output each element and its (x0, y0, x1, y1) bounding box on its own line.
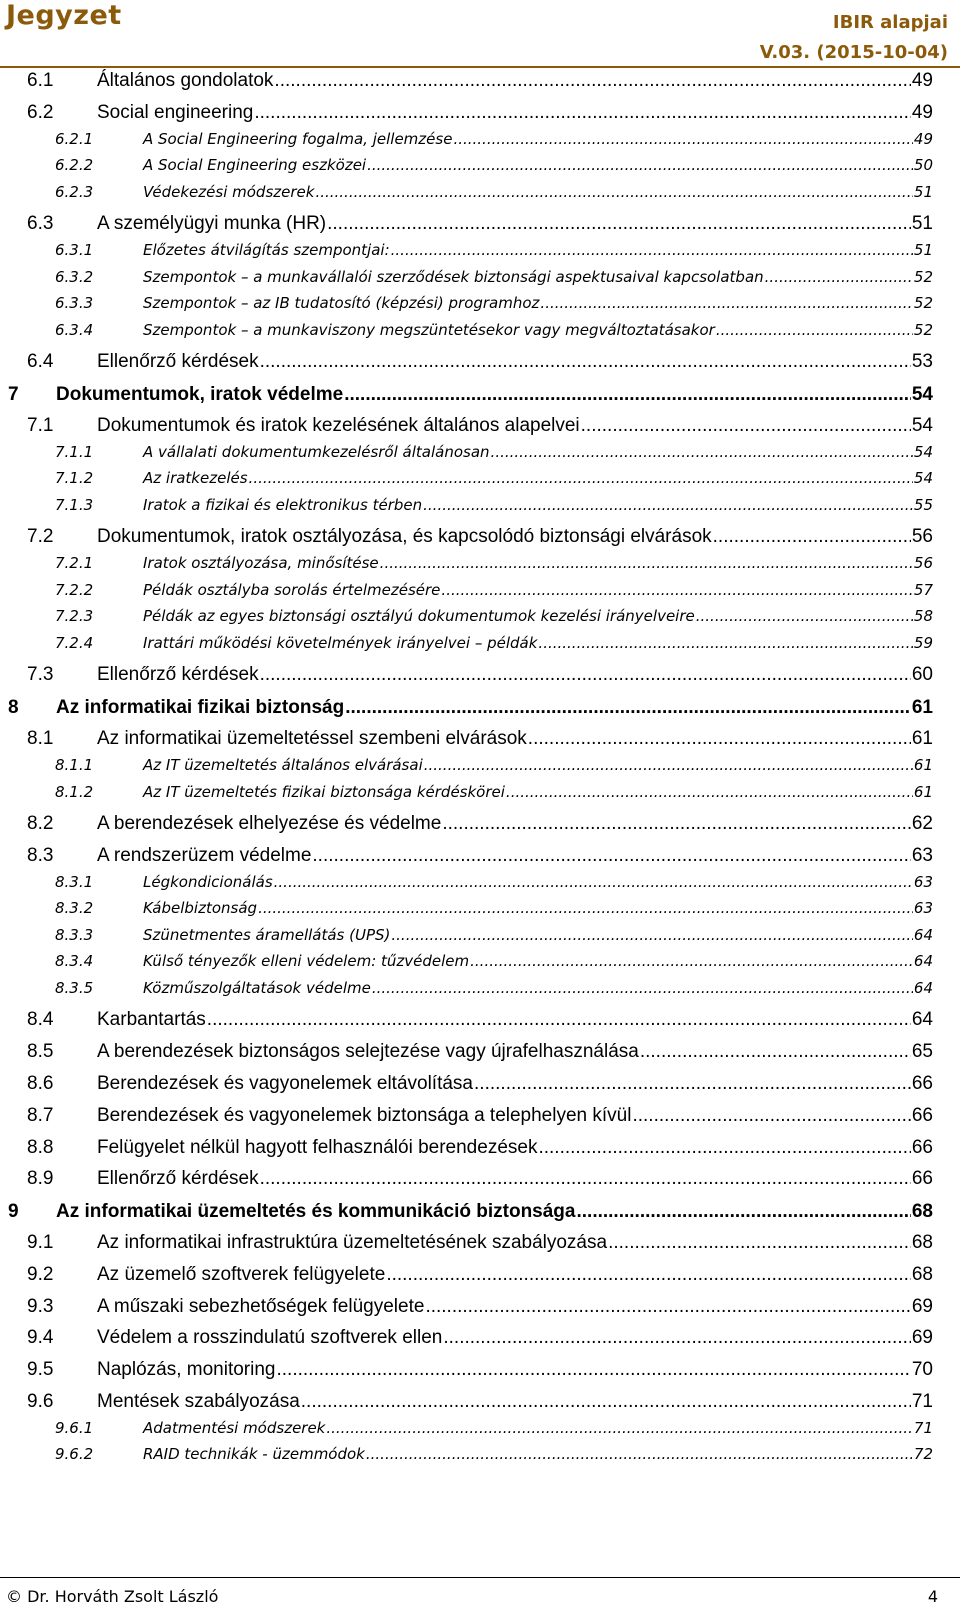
toc-entry[interactable] (0, 1323, 933, 1353)
toc-entry-title: A személyügyi munka (HR) (97, 213, 327, 235)
toc-entry-title: Ellenőrző kérdések (97, 351, 259, 373)
toc-dot-leader (632, 1101, 910, 1131)
toc-entry-page: 66 (911, 1104, 933, 1126)
toc-entry-page: 54 (911, 384, 933, 406)
toc-entry-title: Az IT üzemeltetés fizikai biztonsága kérdéskörei (143, 782, 505, 801)
toc-entry-title: Social engineering (97, 101, 254, 123)
toc-dot-leader (367, 152, 913, 178)
toc-entry-number: 7.2.1 (55, 554, 94, 573)
toc-entry-title: Külső tényezők elleni védelem: tűzvédelem (143, 952, 470, 971)
toc-entry-title: Példák osztályba sorolás értelmezésére (143, 580, 441, 599)
toc-entry-title: Az iratkezelés (143, 469, 248, 488)
toc-entry-page: 56 (911, 526, 933, 548)
toc-entry-number: 8.6 (27, 1072, 54, 1094)
toc-dot-leader (276, 1355, 910, 1385)
toc-dot-leader (258, 895, 913, 921)
header-title: Jegyzet (6, 0, 122, 31)
toc-entry[interactable] (0, 869, 933, 895)
toc-entry-title: Általános gondolatok (97, 70, 274, 91)
toc-entry-title: A rendszerüzem védelme (97, 844, 312, 866)
toc-dot-leader (576, 1196, 910, 1228)
toc-dot-leader (470, 948, 913, 974)
toc-entry[interactable] (0, 209, 933, 239)
toc-entry-title: Légkondicionálás (143, 872, 273, 891)
toc-entry-number: 6.3.4 (55, 320, 94, 339)
toc-entry-page: 51 (913, 182, 933, 201)
toc-entry-number: 9.2 (27, 1263, 54, 1285)
toc-entry[interactable] (0, 237, 933, 263)
toc-entry-page: 59 (913, 633, 933, 652)
toc-entry[interactable] (0, 1415, 933, 1441)
toc-entry-number: 6.2.2 (55, 156, 94, 175)
toc-entry-title: Az informatikai fizikai biztonság (56, 697, 345, 719)
toc-entry-number: 7.2 (27, 526, 54, 548)
toc-dot-leader (260, 1164, 911, 1194)
toc-entry-page: 62 (911, 813, 933, 834)
toc-entry-number: 8.4 (27, 1009, 54, 1031)
toc-dot-leader (380, 550, 913, 576)
toc-entry-title: Dokumentumok, iratok védelme (56, 384, 344, 406)
toc-entry-title: Iratok a fizikai és elektronikus térben (143, 495, 423, 514)
toc-dot-leader (538, 630, 912, 656)
toc-entry-number: 7 (8, 384, 19, 406)
toc-dot-leader (301, 1387, 911, 1417)
toc-entry-page: 61 (911, 697, 933, 719)
toc-entry[interactable] (0, 290, 933, 316)
toc-entry[interactable] (0, 1196, 933, 1228)
toc-entry-number: 9.1 (27, 1231, 54, 1253)
toc-entry-number: 6.2.3 (55, 182, 94, 201)
toc-entry[interactable] (0, 264, 933, 290)
toc-entry-page: 68 (911, 1263, 933, 1285)
toc-entry[interactable] (0, 779, 933, 805)
toc-dot-leader (260, 347, 911, 377)
toc-entry-title: A Social Engineering eszközei (143, 156, 367, 175)
toc-dot-leader (442, 809, 911, 839)
toc-entry[interactable] (0, 1441, 933, 1467)
toc-entry[interactable] (0, 411, 933, 441)
toc-entry-page: 52 (913, 320, 933, 339)
toc-entry-number: 6.3.2 (55, 267, 94, 286)
toc-entry-title: Előzetes átvilágítás szempontjai: (143, 241, 390, 260)
toc-entry-number: 6.3 (27, 213, 54, 235)
toc-entry-title: Dokumentumok, iratok osztályozása, és kapcsolódó biztonsági elvárások (97, 526, 712, 548)
toc-dot-leader (528, 724, 911, 754)
toc-dot-leader (540, 290, 912, 316)
toc-entry[interactable] (0, 660, 933, 690)
toc-entry-number: 8.1 (27, 728, 54, 749)
toc-entry[interactable] (0, 692, 933, 724)
toc-entry-title: Az üzemelő szoftverek felügyelete (97, 1263, 386, 1285)
toc-entry[interactable] (0, 522, 933, 552)
toc-dot-leader (716, 317, 913, 343)
toc-entry-page: 66 (911, 1072, 933, 1094)
toc-entry-page: 69 (911, 1327, 933, 1349)
toc-entry-page: 64 (911, 1009, 933, 1031)
toc-dot-leader (366, 1441, 913, 1467)
toc-entry[interactable] (0, 895, 933, 921)
toc-dot-leader (254, 98, 911, 128)
toc-dot-leader (443, 1323, 911, 1353)
toc-entry-title: Védekezési módszerek (143, 182, 315, 201)
toc-entry-title: Naplózás, monitoring (97, 1359, 276, 1381)
toc-entry-page: 68 (911, 1231, 933, 1253)
toc-entry-number: 6.3.1 (55, 241, 94, 260)
toc-dot-leader (249, 465, 913, 491)
toc-entry-number: 7.2.2 (55, 580, 94, 599)
toc-entry-number: 7.1.1 (55, 442, 94, 461)
toc-entry[interactable] (0, 630, 933, 656)
footer-divider (0, 1577, 960, 1578)
toc-entry-page: 60 (911, 664, 933, 686)
toc-entry[interactable] (0, 922, 933, 948)
toc-entry-title: Iratok osztályozása, minősítése (143, 554, 379, 573)
toc-entry[interactable] (0, 550, 933, 576)
toc-entry-number: 8.1.1 (55, 756, 94, 774)
header-version: V.03. (2015-10-04) (759, 42, 948, 63)
toc-entry-number: 8.3.5 (55, 978, 94, 997)
toc-entry[interactable] (0, 948, 933, 974)
toc-dot-leader (425, 1292, 910, 1322)
toc-dot-leader (765, 264, 913, 290)
toc-dot-leader (640, 1037, 911, 1067)
toc-entry-page: 64 (913, 952, 933, 971)
toc-entry-title: Példák az egyes biztonsági osztályú dokumentumok kezelési irányelveire (143, 607, 695, 626)
toc-dot-leader (391, 922, 913, 948)
toc-dot-leader (344, 379, 911, 411)
toc-entry-title: Dokumentumok és iratok kezelésének általános alapelvei (97, 414, 580, 436)
toc-entry-title: Kábelbiztonság (143, 899, 258, 918)
toc-dot-leader (423, 492, 913, 518)
toc-entry-title: Az informatikai üzemeltetés és kommunikáció biztonsága (56, 1201, 576, 1223)
toc-entry-title: Irattári működési követelmények irányelvei – példák (143, 633, 538, 652)
toc-entry-title: Berendezések és vagyonelemek eltávolítása (97, 1072, 474, 1094)
toc-entry-page: 71 (911, 1390, 933, 1412)
toc-entry[interactable] (0, 152, 933, 178)
toc-entry-title: Közműszolgáltatások védelme (143, 978, 371, 997)
toc-entry[interactable] (0, 577, 933, 603)
toc-entry-title: A berendezések elhelyezése és védelme (97, 813, 442, 834)
toc-dot-leader (274, 66, 910, 96)
toc-entry-title: Az informatikai infrastruktúra üzemeltetésének szabályozása (97, 1231, 608, 1253)
toc-entry-page: 55 (913, 495, 933, 514)
toc-dot-leader (326, 1415, 913, 1441)
toc-entry[interactable] (0, 1005, 933, 1035)
toc-entry-number: 7.1.2 (55, 469, 94, 488)
toc-entry-page: 52 (913, 294, 933, 313)
toc-entry-page: 65 (911, 1041, 933, 1063)
toc-entry-title: A vállalati dokumentumkezelésről általánosan (143, 442, 490, 461)
toc-entry-title: Karbantartás (97, 1009, 206, 1031)
toc-entry-number: 6.4 (27, 351, 54, 373)
toc-dot-leader (207, 1005, 911, 1035)
toc-entry-page: 54 (913, 469, 933, 488)
toc-entry-title: Szempontok – a munkavállalói szerződések biztonsági aspektusaival kapcsolatban (143, 267, 764, 286)
toc-entry-title: Felügyelet nélkül hagyott felhasználói berendezések (97, 1136, 538, 1158)
toc-entry-title: Az IT üzemeltetés általános elvárásai (143, 756, 423, 774)
toc-dot-leader (386, 1260, 911, 1290)
toc-entry[interactable] (0, 1037, 933, 1067)
toc-entry[interactable] (0, 975, 933, 1001)
toc-entry-number: 7.3 (27, 664, 54, 686)
toc-entry-page: 49 (913, 129, 933, 148)
toc-dot-leader (345, 692, 911, 724)
toc-entry-page: 72 (913, 1445, 933, 1464)
toc-entry[interactable] (0, 1292, 933, 1322)
toc-dot-leader (474, 1069, 911, 1099)
toc-dot-leader (260, 660, 911, 690)
toc-entry-page: 64 (913, 925, 933, 944)
toc-entry[interactable] (0, 752, 933, 778)
header-doc-info (760, 8, 948, 68)
toc-entry[interactable] (0, 317, 933, 343)
toc-entry-number: 8 (8, 697, 19, 719)
toc-entry[interactable] (0, 1387, 933, 1417)
toc-entry[interactable] (0, 439, 933, 465)
toc-entry-title: Szempontok – a munkaviszony megszüntetésekor vagy megváltoztatásakor (143, 320, 715, 339)
toc-entry-title: Adatmentési módszerek (143, 1418, 326, 1437)
toc-entry-number: 9.5 (27, 1359, 54, 1381)
toc-entry-page: 61 (913, 756, 933, 774)
toc-entry-page: 54 (911, 414, 933, 436)
toc-entry-number: 8.2 (27, 813, 54, 834)
toc-entry-number: 9.6.2 (55, 1445, 94, 1464)
toc-entry[interactable] (0, 179, 933, 205)
toc-entry-page: 63 (913, 872, 933, 891)
toc-entry-page: 53 (911, 351, 933, 373)
toc-entry-title: Mentések szabályozása (97, 1390, 300, 1412)
toc-entry[interactable] (0, 841, 933, 871)
toc-entry[interactable] (0, 347, 933, 377)
toc-entry[interactable] (0, 724, 933, 754)
toc-entry[interactable] (0, 98, 933, 128)
toc-dot-leader (538, 1133, 910, 1163)
toc-entry-number: 8.5 (27, 1041, 54, 1063)
toc-entry-page: 52 (913, 267, 933, 286)
toc-dot-leader (441, 577, 912, 603)
toc-dot-leader (312, 841, 910, 871)
toc-entry[interactable] (0, 465, 933, 491)
toc-entry-number: 6.3.3 (55, 294, 94, 313)
toc-entry-number: 8.7 (27, 1104, 54, 1126)
toc-entry-title: Védelem a rosszindulatú szoftverek ellen (97, 1327, 443, 1349)
toc-entry-page: 50 (913, 156, 933, 175)
toc-dot-leader (424, 752, 913, 778)
toc-entry-page: 61 (913, 782, 933, 801)
toc-dot-leader (581, 411, 911, 441)
toc-entry[interactable] (0, 66, 933, 96)
toc-entry[interactable] (0, 1228, 933, 1258)
toc-entry-page: 66 (911, 1136, 933, 1158)
toc-entry-number: 6.2 (27, 101, 54, 123)
toc-entry-page: 69 (911, 1295, 933, 1317)
header-doc-name: IBIR alapjai (832, 12, 948, 33)
toc-entry-title: RAID technikák - üzemmódok (143, 1445, 365, 1464)
toc-entry[interactable] (0, 1164, 933, 1194)
toc-dot-leader (608, 1228, 911, 1258)
toc-entry-number: 9.6.1 (55, 1418, 94, 1437)
toc-entry-title: Szempontok – az IB tudatosító (képzési) programhoz (143, 294, 540, 313)
toc-entry-title: Berendezések és vagyonelemek biztonsága a telephelyen kívül (97, 1104, 632, 1126)
toc-entry-page: 56 (913, 554, 933, 573)
toc-entry[interactable] (0, 1355, 933, 1385)
toc-entry-number: 8.3.1 (55, 872, 94, 891)
toc-entry-number: 7.2.4 (55, 633, 94, 652)
toc-entry-page: 71 (913, 1418, 933, 1437)
toc-entry-number: 8.3.4 (55, 952, 94, 971)
toc-entry-title: Szünetmentes áramellátás (UPS) (143, 925, 391, 944)
toc-entry[interactable] (0, 1133, 933, 1163)
toc-entry-number: 9.6 (27, 1390, 54, 1412)
toc-entry[interactable] (0, 809, 933, 839)
toc-entry-page: 51 (913, 241, 933, 260)
toc-dot-leader (506, 779, 913, 805)
toc-dot-leader (453, 126, 912, 152)
toc-entry-number: 9 (8, 1201, 19, 1223)
toc-entry-title: A Social Engineering fogalma, jellemzése (143, 129, 453, 148)
toc-entry-title: Az informatikai üzemeltetéssel szembeni elvárások (97, 728, 527, 749)
toc-entry-number: 6.2.1 (55, 129, 94, 148)
toc-dot-leader (713, 522, 911, 552)
toc-entry-number: 6.1 (27, 70, 54, 91)
toc-entry-page: 54 (913, 442, 933, 461)
toc-entry[interactable] (0, 1260, 933, 1290)
toc-entry[interactable] (0, 603, 933, 629)
toc-entry-number: 8.3.3 (55, 925, 94, 944)
toc-entry-page: 68 (911, 1201, 933, 1223)
toc-entry-page: 57 (913, 580, 933, 599)
toc-entry-page: 49 (911, 70, 933, 91)
toc-entry-title: Ellenőrző kérdések (97, 1168, 259, 1190)
toc-dot-leader (491, 439, 913, 465)
footer-page-number: 4 (927, 1587, 938, 1606)
toc-entry-number: 8.8 (27, 1136, 54, 1158)
toc-entry-number: 8.3.2 (55, 899, 94, 918)
toc-entry-page: 70 (911, 1359, 933, 1381)
toc-entry[interactable] (0, 126, 933, 152)
toc-entry-number: 7.2.3 (55, 607, 94, 626)
toc-dot-leader (315, 179, 912, 205)
footer-author: © Dr. Horváth Zsolt László (6, 1587, 219, 1606)
toc-entry-title: A berendezések biztonságos selejtezése vagy újrafelhasználása (97, 1041, 639, 1063)
toc-entry-number: 8.9 (27, 1168, 54, 1190)
toc-entry[interactable] (0, 1101, 933, 1131)
toc-entry-page: 51 (911, 213, 933, 235)
toc-entry-page: 63 (913, 899, 933, 918)
toc-entry-number: 8.3 (27, 844, 54, 866)
toc-entry-page: 49 (911, 101, 933, 123)
toc-entry-number: 9.3 (27, 1295, 54, 1317)
toc-entry[interactable] (0, 1069, 933, 1099)
toc-entry[interactable] (0, 379, 933, 411)
toc-entry-page: 63 (911, 844, 933, 866)
toc-entry-number: 8.1.2 (55, 782, 94, 801)
toc-entry-page: 66 (911, 1168, 933, 1190)
toc-entry-page: 61 (911, 728, 933, 749)
toc-entry[interactable] (0, 492, 933, 518)
toc-entry-number: 7.1.3 (55, 495, 94, 514)
toc-entry-title: A műszaki sebezhetőségek felügyelete (97, 1295, 425, 1317)
toc-entry-number: 9.4 (27, 1327, 54, 1349)
toc-entry-number: 7.1 (27, 414, 54, 436)
toc-dot-leader (372, 975, 913, 1001)
toc-entry-page: 58 (913, 607, 933, 626)
toc-dot-leader (391, 237, 913, 263)
toc-dot-leader (274, 869, 913, 895)
toc-dot-leader (327, 209, 911, 239)
toc-dot-leader (696, 603, 913, 629)
toc-entry-title: Ellenőrző kérdések (97, 664, 259, 686)
toc-entry-page: 64 (913, 978, 933, 997)
